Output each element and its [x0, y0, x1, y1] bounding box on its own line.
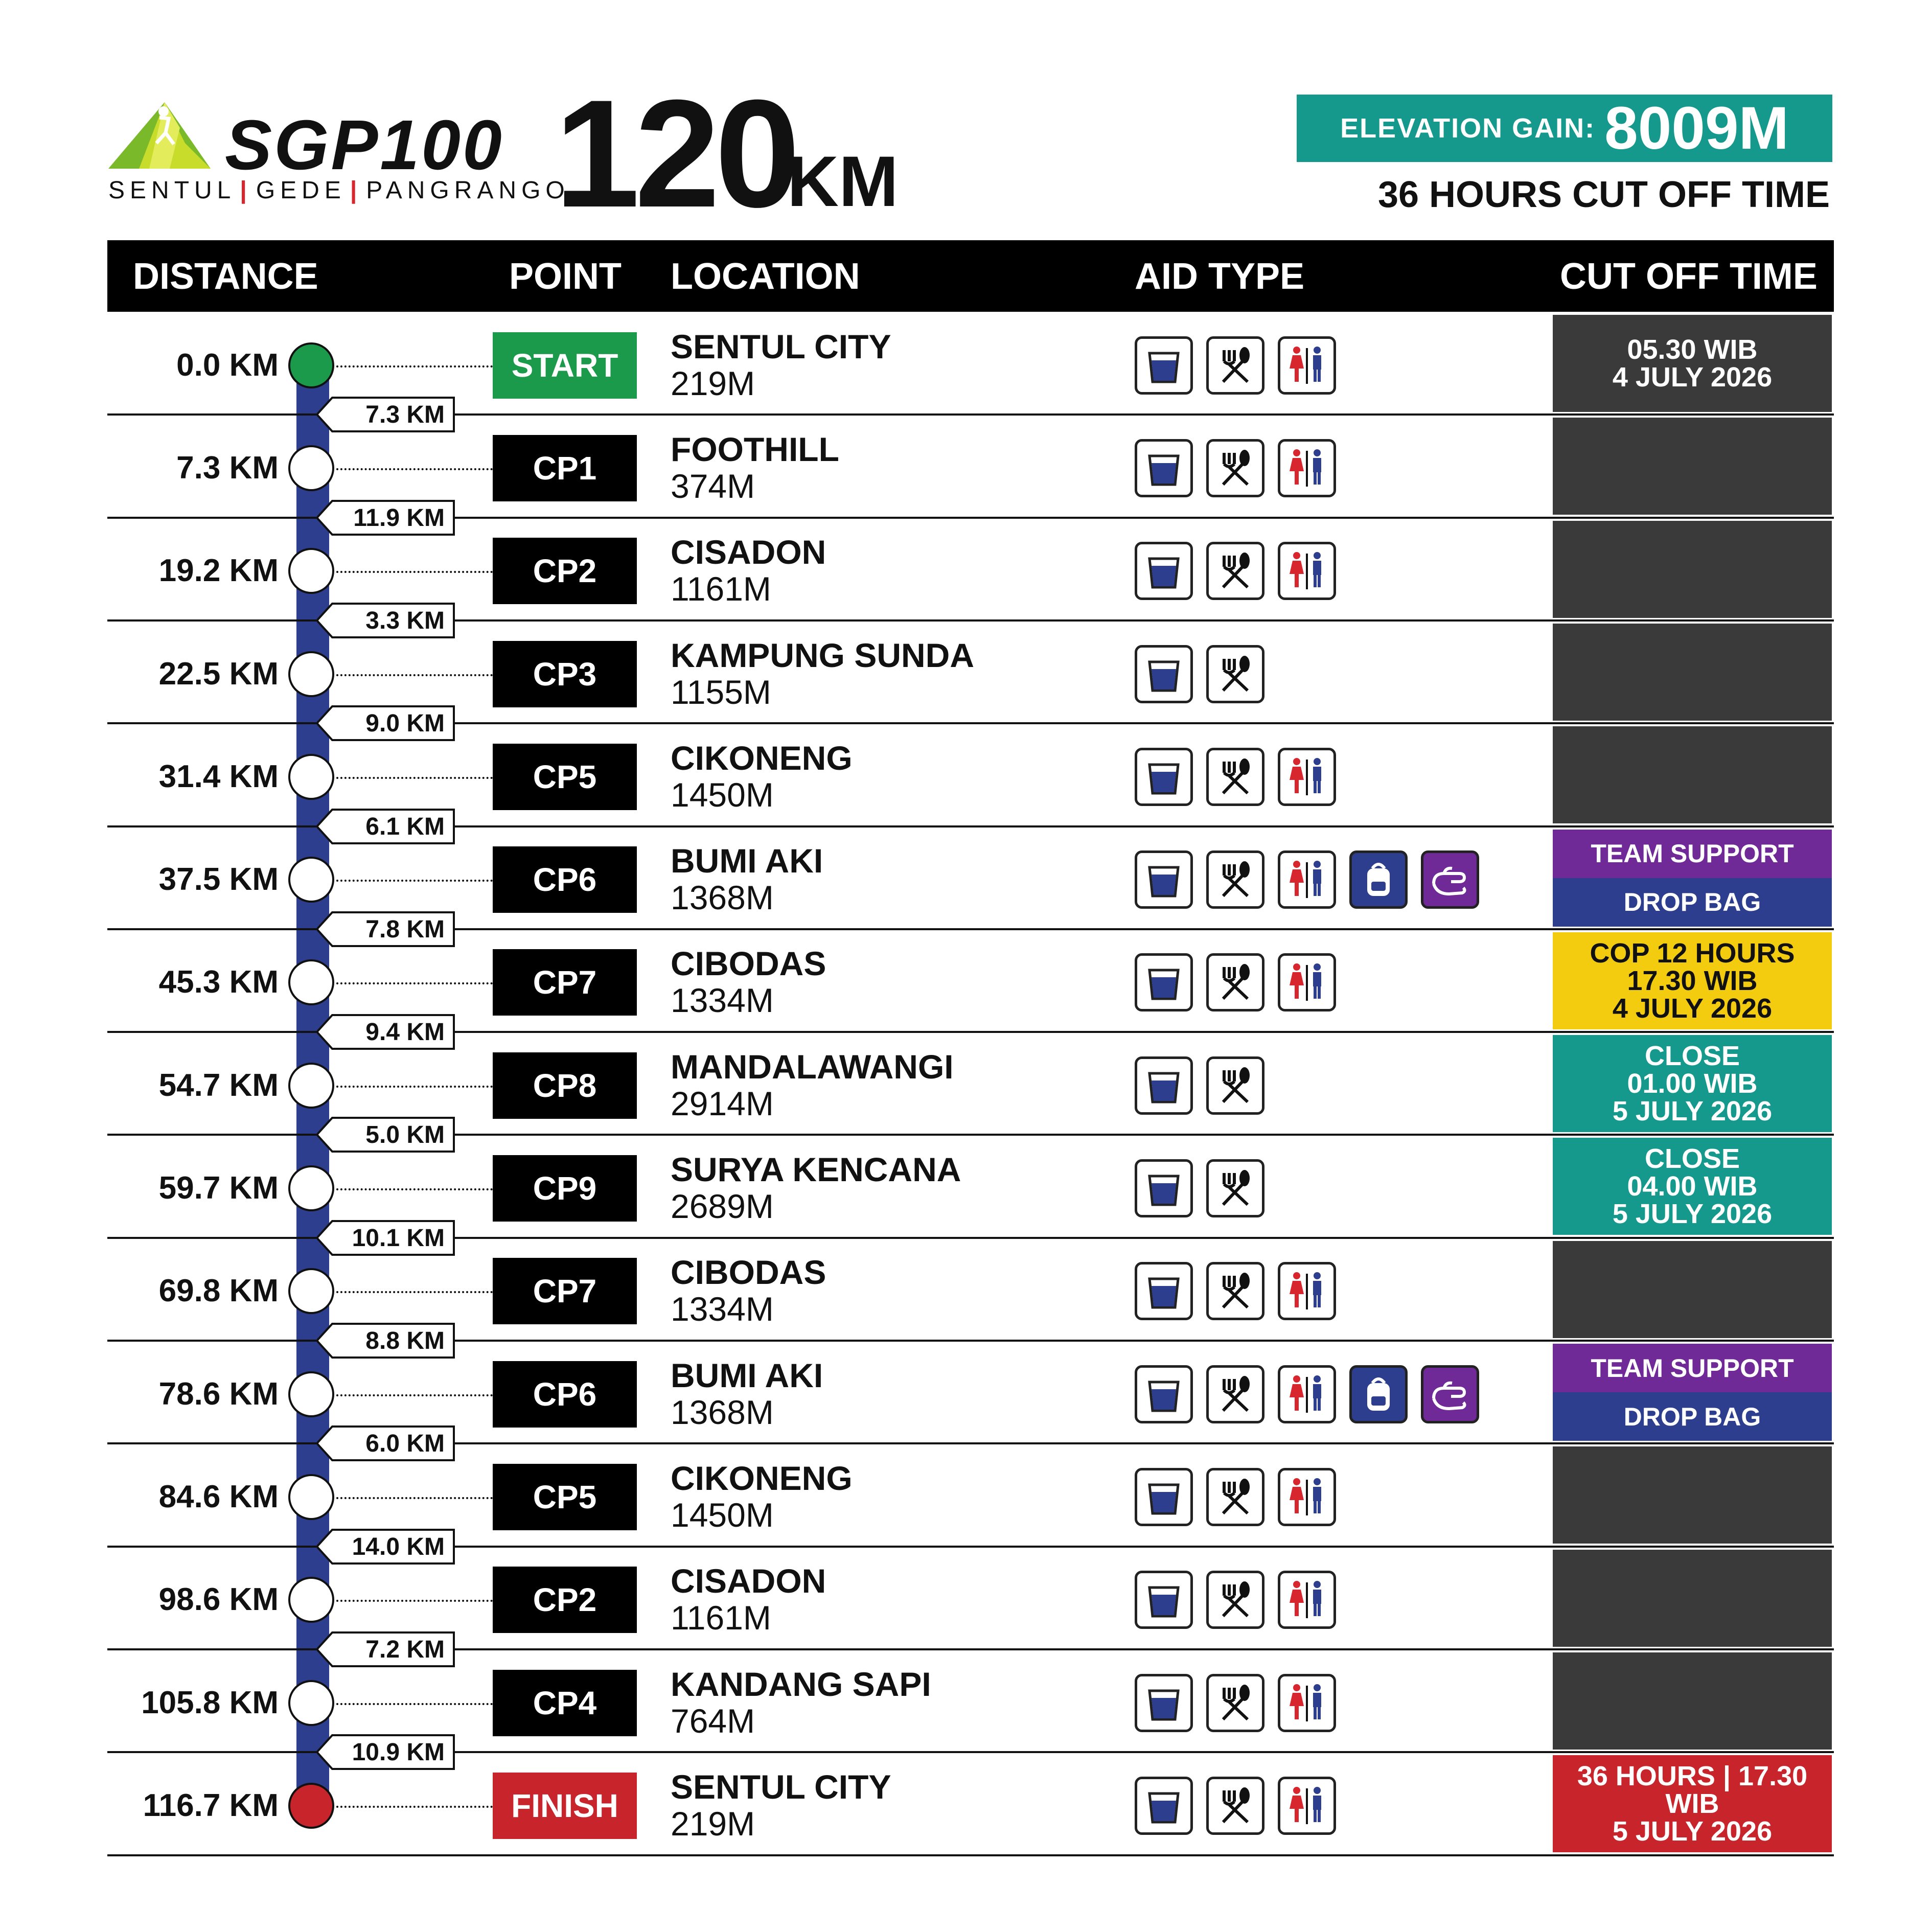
cutoff-line: 01.00 WIB [1627, 1068, 1758, 1099]
location-name: BUMI AKI [671, 1356, 823, 1394]
segment-distance-value: 8.8 KM [365, 1327, 445, 1354]
distance-value: 116.7 KM [143, 1787, 279, 1823]
location-name: CIBODAS [671, 1253, 826, 1292]
cutoff-cell [1553, 1550, 1832, 1647]
logo-sub-gede: GEDE [256, 177, 346, 204]
aid-icons [1135, 542, 1336, 603]
toilet-icon [1278, 850, 1336, 909]
col-distance: DISTANCE [133, 256, 318, 297]
location-name: FOOTHILL [671, 430, 839, 468]
cutoff-line: 5 JULY 2026 [1612, 1096, 1773, 1127]
water-icon [1135, 1159, 1193, 1217]
location-elevation: 374M [671, 467, 755, 505]
segment-distance-tag [317, 1220, 455, 1256]
leader-line [336, 1497, 493, 1499]
segment-distance-value: 9.0 KM [365, 710, 445, 738]
aid-icons [1135, 1056, 1264, 1118]
segment-distance-tag [317, 705, 455, 741]
cutoff-cell [1553, 1755, 1832, 1852]
food-icon [1206, 1365, 1264, 1423]
toilet-icon [1278, 953, 1336, 1011]
drop-bag-label: DROP BAG [1553, 1392, 1832, 1441]
aid-icons [1135, 645, 1264, 706]
food-icon [1206, 1262, 1264, 1320]
segment-distance-tag [317, 1529, 455, 1565]
backpack-icon [1349, 850, 1408, 909]
point-badge: CP7 [493, 949, 637, 1016]
location-name: CISADON [671, 1562, 826, 1600]
cutoff-line: 36 HOURS | 17.30 WIB [1577, 1761, 1808, 1820]
toilet-icon [1278, 748, 1336, 806]
col-point: POINT [509, 256, 622, 297]
distance-value: 22.5 KM [158, 656, 279, 692]
cutoff-line: CLOSE [1644, 1041, 1740, 1072]
cutoff-cell [1553, 932, 1832, 1029]
segment-distance-value: 7.3 KM [365, 401, 445, 429]
location-elevation: 1368M [671, 879, 774, 917]
col-aid-type: AID TYPE [1135, 256, 1305, 297]
cutoff-cell [1553, 521, 1832, 618]
food-icon [1206, 953, 1264, 1011]
food-icon [1206, 1674, 1264, 1732]
distance-value: 19.2 KM [158, 553, 279, 589]
col-cutoff-time: CUT OFF TIME [1560, 256, 1818, 297]
checkpoint-node [288, 754, 334, 800]
team-support-label: TEAM SUPPORT [1553, 830, 1832, 878]
water-icon [1135, 1777, 1193, 1835]
location-elevation: 219M [671, 364, 755, 402]
leader-line [336, 1394, 493, 1396]
water-icon [1135, 1365, 1193, 1423]
distance-value: 0.0 KM [176, 347, 279, 383]
water-icon [1135, 439, 1193, 497]
cutoff-line: 5 JULY 2026 [1612, 1199, 1773, 1230]
point-badge: CP3 [493, 641, 637, 707]
location-name: CIKONENG [671, 739, 853, 777]
cutoff-text [1553, 315, 1832, 412]
toilet-icon [1278, 542, 1336, 600]
location-elevation: 2689M [671, 1187, 774, 1226]
food-icon [1206, 1777, 1264, 1835]
backpack-icon [1349, 1365, 1408, 1423]
cutoff-line: 4 JULY 2026 [1612, 362, 1773, 393]
food-icon [1206, 1159, 1264, 1217]
segment-distance-value: 6.1 KM [365, 813, 445, 840]
segment-distance-tag [317, 1014, 455, 1050]
cutoff-line: COP 12 HOURS [1590, 937, 1795, 969]
location-name: SURYA KENCANA [671, 1151, 961, 1189]
water-icon [1135, 1571, 1193, 1629]
checkpoint-node [288, 1371, 334, 1417]
aid-icons [1135, 1468, 1336, 1529]
checkpoint-node [288, 1063, 334, 1109]
water-icon [1135, 1674, 1193, 1732]
location-name: KANDANG SAPI [671, 1665, 931, 1703]
cutoff-line: CLOSE [1644, 1143, 1740, 1175]
point-badge: CP5 [493, 744, 637, 810]
food-icon [1206, 850, 1264, 909]
toilet-icon [1278, 1777, 1336, 1835]
water-icon [1135, 850, 1193, 909]
leader-line [336, 1086, 493, 1088]
leader-line [336, 1806, 493, 1808]
toilet-icon [1278, 1674, 1336, 1732]
segment-distance-tag [317, 809, 455, 844]
aid-icons [1135, 850, 1479, 912]
water-icon [1135, 748, 1193, 806]
water-icon [1135, 645, 1193, 703]
segment-distance-value: 9.4 KM [365, 1019, 445, 1046]
aid-icons [1135, 1262, 1336, 1323]
location-elevation: 1334M [671, 1290, 774, 1328]
drop-bag-label: DROP BAG [1553, 878, 1832, 927]
leader-line [336, 982, 493, 984]
helping-hand-icon [1421, 1365, 1479, 1423]
location-elevation: 2914M [671, 1084, 774, 1122]
water-icon [1135, 336, 1193, 395]
segment-distance-value: 10.1 KM [352, 1224, 445, 1252]
location-elevation: 1450M [671, 1496, 774, 1534]
distance-value: 59.7 KM [158, 1170, 279, 1206]
segment-distance-value: 3.3 KM [365, 607, 445, 634]
logo-sub-sentul: SENTUL [108, 177, 236, 204]
aid-icons [1135, 439, 1336, 500]
checkpoint-node [288, 651, 334, 697]
logo-wordmark: SGP100 [225, 106, 504, 185]
food-icon [1206, 542, 1264, 600]
location-name: MANDALAWANGI [671, 1047, 954, 1086]
logo-subtitle: SENTUL | GEDE | PANGRANGO [108, 177, 570, 204]
cutoff-time-title: 36 HOURS CUT OFF TIME [1377, 174, 1830, 215]
race-distance-unit: KM [787, 141, 899, 221]
segment-distance-value: 7.8 KM [365, 915, 445, 943]
toilet-icon [1278, 1365, 1336, 1423]
cutoff-text [1553, 1755, 1832, 1852]
logo-sub-pangrango: PANGRANGO [366, 177, 570, 204]
cutoff-cell [1553, 1035, 1832, 1132]
aid-icons [1135, 1571, 1336, 1632]
location-name: CIBODAS [671, 945, 826, 983]
point-badge: CP9 [493, 1155, 637, 1222]
segment-distance-tag [317, 1425, 455, 1461]
distance-value: 69.8 KM [158, 1273, 279, 1309]
aid-icons [1135, 1159, 1264, 1221]
segment-distance-tag [317, 911, 455, 947]
cutoff-text [1553, 932, 1832, 1029]
point-badge: CP6 [493, 846, 637, 913]
toilet-icon [1278, 336, 1336, 395]
location-name: SENTUL CITY [671, 327, 891, 365]
aid-icons [1135, 953, 1336, 1015]
location-elevation: 764M [671, 1701, 755, 1740]
food-icon [1206, 1571, 1264, 1629]
elevation-gain-label: ELEVATION GAIN: [1340, 113, 1596, 144]
start-node [288, 342, 334, 388]
toilet-icon [1278, 1571, 1336, 1629]
segment-distance-tag [317, 500, 455, 536]
distance-value: 105.8 KM [141, 1685, 279, 1720]
distance-value: 84.6 KM [158, 1479, 279, 1514]
leader-line [336, 674, 493, 676]
checkpoint-node [288, 445, 334, 491]
location-elevation: 1155M [671, 673, 771, 711]
aid-icons [1135, 748, 1336, 809]
location-name: CISADON [671, 533, 826, 571]
food-icon [1206, 1056, 1264, 1115]
row-divider [107, 1854, 1834, 1856]
location-name: SENTUL CITY [671, 1767, 891, 1806]
water-icon [1135, 1056, 1193, 1115]
location-elevation: 219M [671, 1804, 755, 1843]
cutoff-line: 17.30 WIB [1627, 965, 1758, 996]
location-name: CIKONENG [671, 1459, 853, 1497]
checkpoint-node [288, 548, 334, 594]
checkpoint-node [288, 959, 334, 1005]
leader-line [336, 777, 493, 779]
col-location: LOCATION [671, 256, 860, 297]
leader-line [336, 1703, 493, 1705]
aid-icons [1135, 1674, 1336, 1735]
cutoff-cell [1553, 1241, 1832, 1338]
point-badge: FINISH [493, 1773, 637, 1839]
distance-value: 7.3 KM [176, 450, 279, 486]
water-icon [1135, 1262, 1193, 1320]
elevation-gain-value: 8009M [1604, 95, 1789, 162]
cutoff-cell [1553, 315, 1832, 412]
distance-value: 31.4 KM [158, 758, 279, 794]
segment-distance-tag [317, 1323, 455, 1359]
cutoff-line: 04.00 WIB [1627, 1171, 1758, 1202]
point-badge: CP1 [493, 435, 637, 501]
point-badge: CP4 [493, 1670, 637, 1736]
elevation-gain-badge [1297, 95, 1832, 162]
segment-distance-tag [317, 397, 455, 432]
food-icon [1206, 439, 1264, 497]
checkpoint-node [288, 1268, 334, 1314]
location-elevation: 1161M [671, 1599, 771, 1637]
point-badge: CP2 [493, 538, 637, 604]
checkpoint-node [288, 1577, 334, 1623]
point-badge: CP7 [493, 1258, 637, 1324]
leader-line [336, 571, 493, 573]
point-badge: CP5 [493, 1464, 637, 1530]
race-distance: 120 [555, 67, 795, 239]
segment-distance-value: 11.9 KM [353, 504, 445, 532]
cutoff-text [1553, 1138, 1832, 1235]
leader-line [336, 880, 493, 882]
point-badge: CP8 [493, 1052, 637, 1119]
water-icon [1135, 1468, 1193, 1526]
cutoff-cell [1553, 1652, 1832, 1750]
food-icon [1206, 645, 1264, 703]
point-badge: CP6 [493, 1361, 637, 1428]
leader-line [336, 1188, 493, 1190]
segment-distance-value: 14.0 KM [352, 1533, 445, 1560]
cutoff-line: 4 JULY 2026 [1612, 993, 1773, 1024]
location-elevation: 1368M [671, 1393, 774, 1431]
cutoff-text [1553, 1035, 1832, 1132]
aid-icons [1135, 1777, 1336, 1838]
segment-distance-value: 6.0 KM [365, 1430, 445, 1458]
distance-value: 98.6 KM [158, 1582, 279, 1618]
cutoff-line: 05.30 WIB [1627, 334, 1758, 365]
point-badge: CP2 [493, 1567, 637, 1633]
checkpoint-node [288, 1474, 334, 1520]
checkpoint-node [288, 1165, 334, 1211]
cutoff-cell [1553, 1446, 1832, 1544]
leader-line [336, 468, 493, 470]
distance-value: 45.3 KM [158, 964, 279, 1000]
segment-distance-value: 10.9 KM [352, 1739, 445, 1766]
segment-distance-tag [317, 1117, 455, 1153]
food-icon [1206, 1468, 1264, 1526]
helping-hand-icon [1421, 850, 1479, 909]
leader-line [336, 365, 493, 367]
toilet-icon [1278, 1468, 1336, 1526]
segment-distance-tag [317, 603, 455, 638]
distance-value: 37.5 KM [158, 862, 279, 898]
cutoff-cell [1553, 1344, 1832, 1441]
leader-line [336, 1291, 493, 1293]
segment-distance-value: 7.2 KM [365, 1636, 445, 1663]
segment-distance-tag [317, 1631, 455, 1667]
food-icon [1206, 748, 1264, 806]
aid-icons [1135, 1365, 1479, 1427]
distance-value: 78.6 KM [158, 1376, 279, 1412]
cutoff-line: 5 JULY 2026 [1612, 1816, 1773, 1847]
water-icon [1135, 542, 1193, 600]
water-icon [1135, 953, 1193, 1011]
point-badge: START [493, 332, 637, 399]
food-icon [1206, 336, 1264, 395]
table-header [107, 240, 1834, 312]
segment-distance-value: 5.0 KM [365, 1121, 445, 1149]
aid-icons [1135, 336, 1336, 398]
location-name: BUMI AKI [671, 842, 823, 880]
toilet-icon [1278, 1262, 1336, 1320]
leader-line [336, 1600, 493, 1602]
location-elevation: 1450M [671, 775, 774, 814]
toilet-icon [1278, 439, 1336, 497]
finish-node [288, 1783, 334, 1829]
location-elevation: 1161M [671, 570, 771, 608]
team-support-label: TEAM SUPPORT [1553, 1344, 1832, 1392]
location-name: KAMPUNG SUNDA [671, 636, 974, 674]
cutoff-cell [1553, 830, 1832, 927]
cutoff-cell [1553, 418, 1832, 515]
cutoff-cell [1553, 726, 1832, 823]
cutoff-cell [1553, 624, 1832, 721]
distance-value: 54.7 KM [158, 1067, 279, 1103]
checkpoint-node [288, 1680, 334, 1726]
location-elevation: 1334M [671, 981, 774, 1020]
cutoff-cell [1553, 1138, 1832, 1235]
segment-distance-tag [317, 1734, 455, 1770]
checkpoint-node [288, 857, 334, 903]
